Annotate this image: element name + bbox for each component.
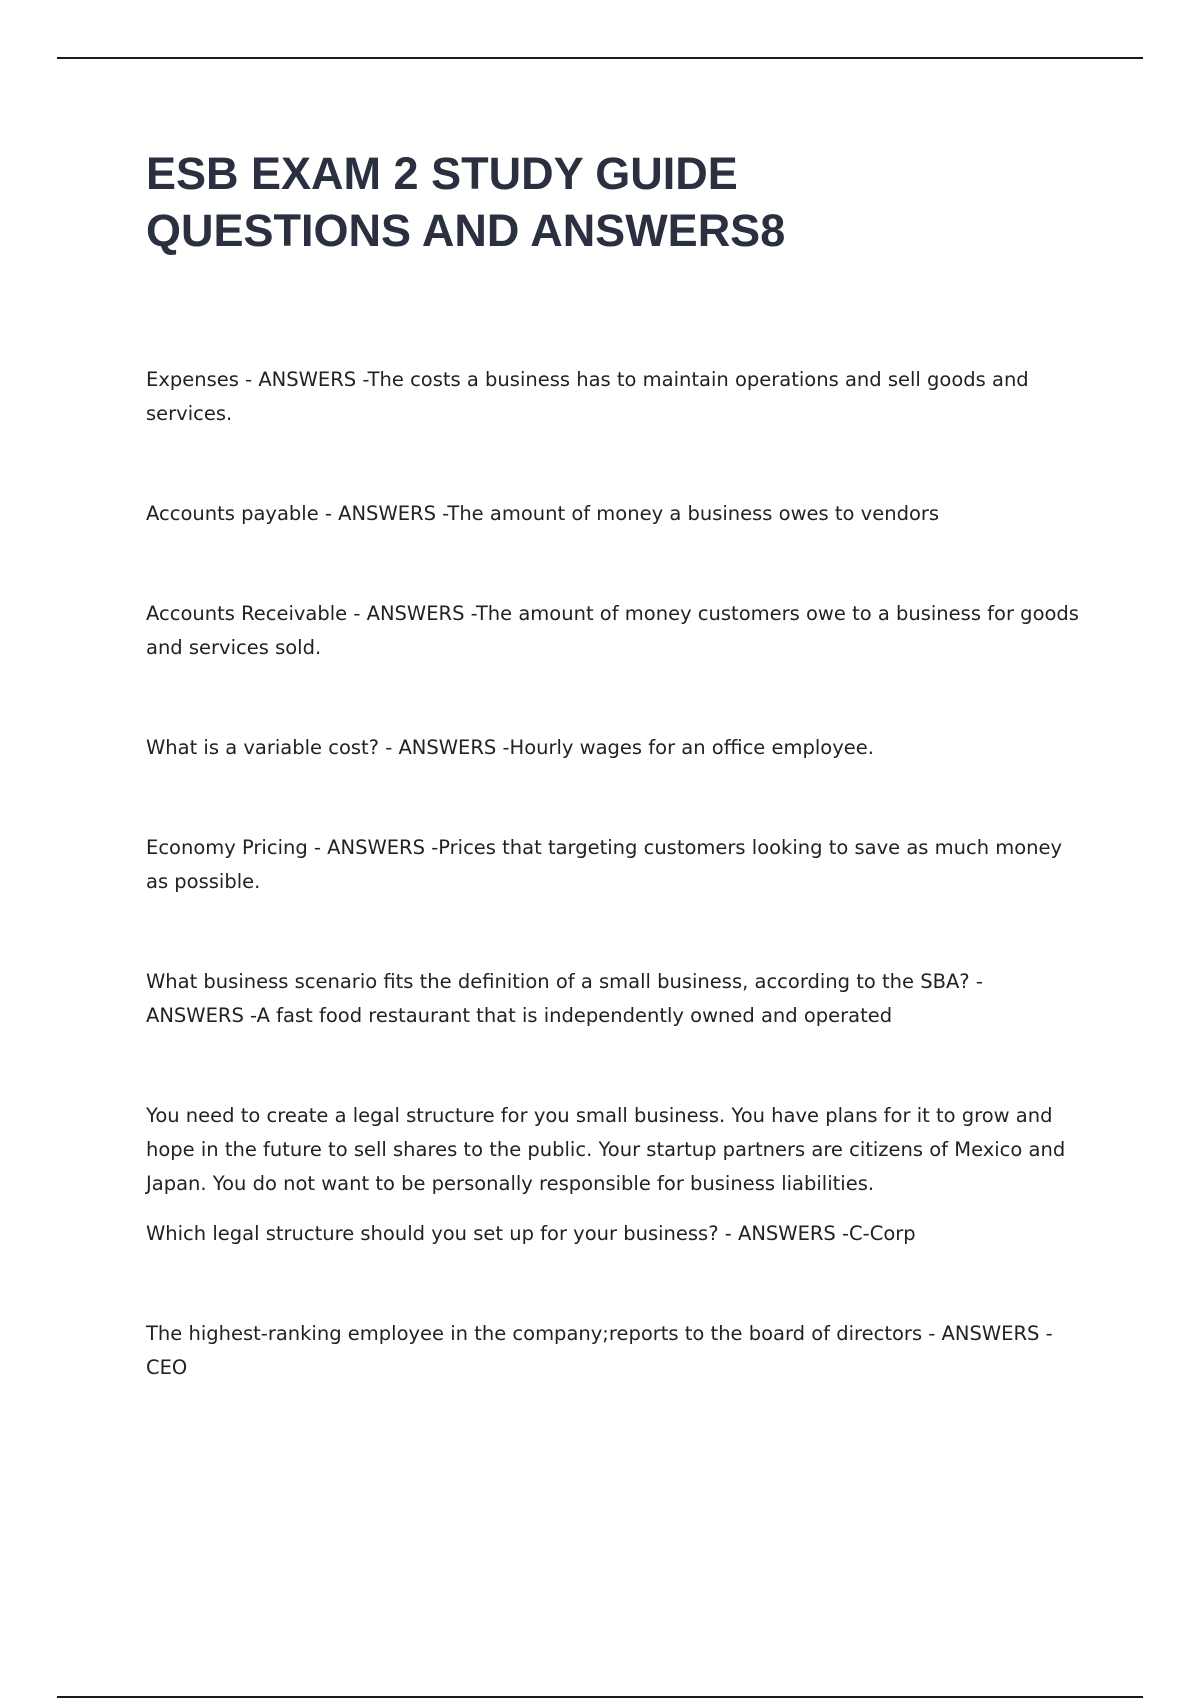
title-line-1: ESB EXAM 2 STUDY GUIDE <box>146 148 738 199</box>
qa-accounts-receivable: Accounts Receivable - ANSWERS -The amount of money customers owe to a business for goods and services sold. <box>146 602 1079 659</box>
qa-expenses: Expenses - ANSWERS -The costs a business has to maintain operations and sell goods and services. <box>146 368 1029 425</box>
document-title <box>146 145 1086 259</box>
top-divider <box>57 57 1143 59</box>
bottom-divider <box>57 1696 1143 1698</box>
qa-legal-structure-answer: Which legal structure should you set up for your business? - ANSWERS -C-Corp <box>146 1222 916 1245</box>
qa-economy-pricing: Economy Pricing - ANSWERS -Prices that targeting customers looking to save as much money as possible. <box>146 836 1063 893</box>
qa-list <box>146 363 1086 1385</box>
qa-ceo: The highest-ranking employee in the company;reports to the board of directors - ANSWERS -CEO <box>146 1322 1053 1379</box>
title-line-2: QUESTIONS AND ANSWERS8 <box>146 205 786 256</box>
qa-variable-cost: What is a variable cost? - ANSWERS -Hourly wages for an office employee. <box>146 736 874 759</box>
qa-small-business: What business scenario fits the definition of a small business, according to the SBA? - ANSWERS -A fast food restaurant that is independently owned and operated <box>146 970 983 1027</box>
qa-accounts-payable: Accounts payable - ANSWERS -The amount of money a business owes to vendors <box>146 502 940 525</box>
document-body <box>146 145 1086 1385</box>
qa-legal-structure-scenario: You need to create a legal structure for you small business. You have plans for it to grow and hope in the future to sell shares to the public. Your startup partners are citizens of Mexico and Japan. You do not want to be personally responsible for business liabilities. <box>146 1104 1066 1195</box>
